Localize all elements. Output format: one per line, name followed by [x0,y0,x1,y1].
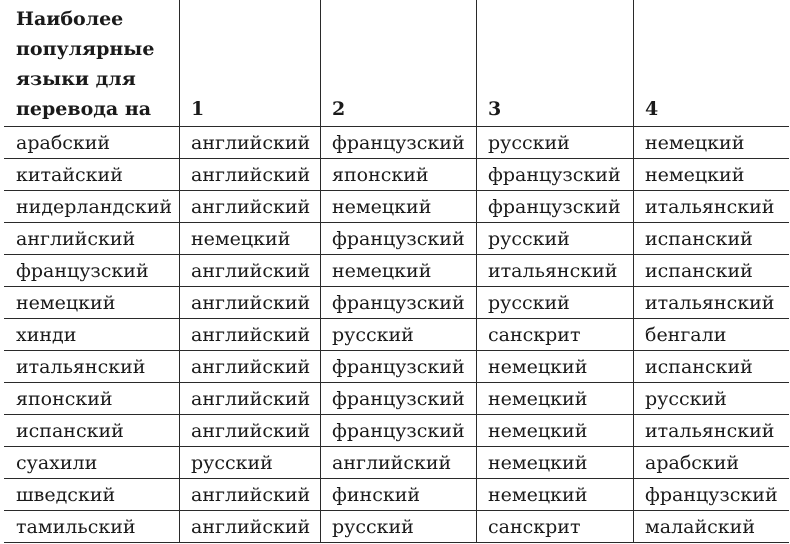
rank-4-cell: итальянский [634,287,789,319]
source-language-cell: тамильский [5,511,180,543]
table-row [5,287,789,319]
rank-2-cell: английский [321,447,477,479]
rank-2-cell: русский [321,511,477,543]
rank-1-cell: английский [180,191,321,223]
source-language-cell: итальянский [5,351,180,383]
rank-4-cell: испанский [634,351,789,383]
table-row [5,479,789,511]
table-body [5,127,789,543]
rank-2-cell: французский [321,127,477,159]
rank-2-cell: французский [321,415,477,447]
table-row [5,319,789,351]
source-language-cell: испанский [5,415,180,447]
rank-4-cell: бенгали [634,319,789,351]
table-row [5,255,789,287]
rank-2-cell: русский [321,319,477,351]
rank-1-cell: английский [180,159,321,191]
rank-2-cell: японский [321,159,477,191]
rank-3-cell: итальянский [477,255,634,287]
header-row [5,1,789,127]
rank-4-cell: итальянский [634,415,789,447]
rank-1-cell: английский [180,351,321,383]
rank-1-cell: английский [180,127,321,159]
rank-4-cell: немецкий [634,159,789,191]
table-row [5,415,789,447]
rank-2-cell: французский [321,383,477,415]
source-language-cell: шведский [5,479,180,511]
source-language-cell: немецкий [5,287,180,319]
rank-3-cell: санскрит [477,511,634,543]
source-language-cell: китайский [5,159,180,191]
source-language-cell: английский [5,223,180,255]
rank-4-cell: французский [634,479,789,511]
rank-4-cell: малайский [634,511,789,543]
header-rank-1: 1 [180,1,321,127]
table-row [5,191,789,223]
header-source-language: Наиболее популярные языки для перевода на [5,1,180,127]
rank-3-cell: немецкий [477,479,634,511]
rank-1-cell: английский [180,415,321,447]
rank-1-cell: английский [180,319,321,351]
translation-languages-table [4,0,789,543]
table-row [5,351,789,383]
table-row [5,159,789,191]
rank-2-cell: финский [321,479,477,511]
header-rank-4: 4 [634,1,789,127]
source-language-cell: нидерландский [5,191,180,223]
rank-1-cell: английский [180,287,321,319]
rank-1-cell: английский [180,511,321,543]
rank-1-cell: немецкий [180,223,321,255]
rank-4-cell: арабский [634,447,789,479]
rank-3-cell: немецкий [477,351,634,383]
table-row [5,127,789,159]
source-language-cell: французский [5,255,180,287]
source-language-cell: японский [5,383,180,415]
rank-2-cell: немецкий [321,191,477,223]
rank-4-cell: испанский [634,223,789,255]
rank-3-cell: немецкий [477,447,634,479]
rank-1-cell: русский [180,447,321,479]
table-row [5,223,789,255]
source-language-cell: суахили [5,447,180,479]
header-rank-2: 2 [321,1,477,127]
rank-3-cell: русский [477,223,634,255]
rank-3-cell: французский [477,191,634,223]
rank-2-cell: немецкий [321,255,477,287]
header-rank-3: 3 [477,1,634,127]
rank-1-cell: английский [180,479,321,511]
source-language-cell: арабский [5,127,180,159]
rank-3-cell: санскрит [477,319,634,351]
table-row [5,447,789,479]
rank-3-cell: русский [477,287,634,319]
rank-4-cell: русский [634,383,789,415]
rank-4-cell: немецкий [634,127,789,159]
rank-3-cell: русский [477,127,634,159]
rank-2-cell: французский [321,223,477,255]
table-row [5,383,789,415]
rank-1-cell: английский [180,383,321,415]
rank-1-cell: английский [180,255,321,287]
rank-3-cell: немецкий [477,415,634,447]
rank-2-cell: французский [321,351,477,383]
rank-3-cell: французский [477,159,634,191]
source-language-cell: хинди [5,319,180,351]
rank-2-cell: французский [321,287,477,319]
rank-4-cell: итальянский [634,191,789,223]
table-row [5,511,789,543]
rank-4-cell: испанский [634,255,789,287]
rank-3-cell: немецкий [477,383,634,415]
